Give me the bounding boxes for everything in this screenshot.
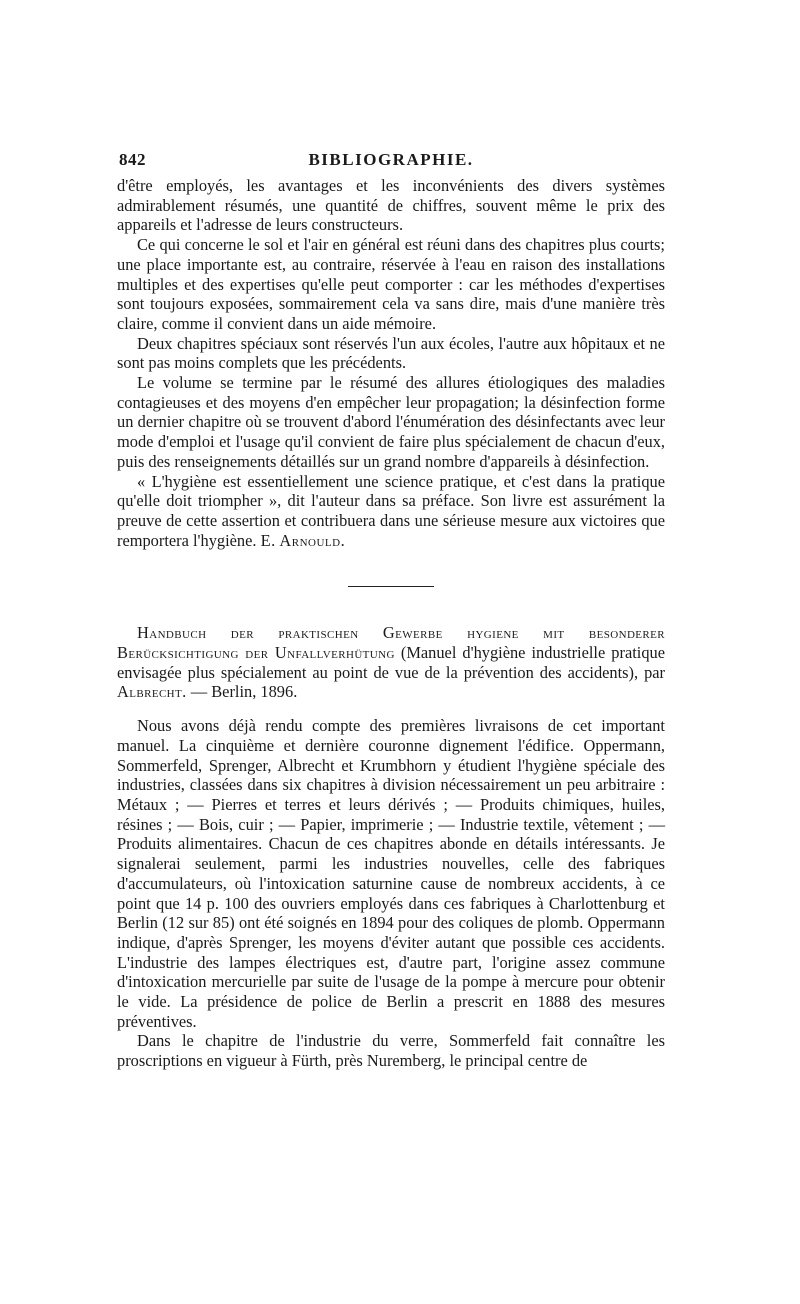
bibliographic-entry-heading (117, 623, 665, 702)
review-paragraph: Ce qui concerne le sol et l'air en général est réuni dans des chapitres plus courts; une place importante est, au contraire, réservée à l'eau en raison des installations multiples et des expertises qu'elle peut comporter : car les méthodes d'expertises sont toujours exposées, sommairement cela va sans dire, mais d'une manière très claire, comme il convient dans un aide mémoire. (117, 235, 665, 333)
book-title: Handbuch der praktischen Gewerbe hygiene mit besonderer Berücksichtigung der Unfallverhütung (117, 623, 665, 663)
book-subtitle: (Manuel d'hygiène industrielle pratique envisagée plus spécialement au point de vue de la prévention des accidents), par (117, 643, 665, 682)
review-paragraph: Le volume se termine par le résumé des allures étiologiques des maladies contagieuses et des moyens d'en empêcher leur propagation; la désinfection forme un dernier chapitre où se trouvent d'abord l'énumération des désinfectants avec leur mode d'emploi et l'usage qu'il convient de faire plus spécialement de chacun d'eux, puis des renseignements détaillés sur un grand nombre d'appareils à désinfection. (117, 373, 665, 471)
review-paragraph: Deux chapitres spéciaux sont réservés l'un aux écoles, l'autre aux hôpitaux et ne sont pas moins complets que les précédents. (117, 333, 665, 373)
review-paragraph: Dans le chapitre de l'industrie du verre, Sommerfeld fait connaître les proscriptions en vigueur à Fürth, près Nuremberg, le principal centre de (117, 1031, 665, 1071)
reviewer-signature: E. Arnould. (260, 530, 346, 550)
running-head (117, 150, 665, 176)
page-number: 842 (119, 150, 146, 169)
review-closing-paragraph (117, 472, 665, 551)
review-closing-text: « L'hygiène est essentiellement une science pratique, et c'est dans la pratique qu'elle doit triompher », dit l'auteur dans sa préface. Son livre est assurément la preuve de cette assertion et contribuera dans une sérieuse mesure aux victoires que remportera l'hygiène. (117, 471, 665, 550)
running-title: BIBLIOGRAPHIE. (308, 150, 474, 169)
section-divider (348, 586, 434, 587)
book-author: Albrecht. (117, 682, 187, 702)
review-paragraph: d'être employés, les avantages et les inconvénients des divers systèmes admirablement résumés, une quantité de chiffres, souvent même le prix des appareils et l'adresse de leurs constructeurs. (117, 176, 665, 235)
book-page (117, 150, 665, 1071)
review-paragraph: Nous avons déjà rendu compte des premières livraisons de cet important manuel. La cinquième et dernière couronne dignement l'édifice. Oppermann, Sommerfeld, Sprenger, Albrecht et Krumbhorn y étudient l'hygiène spéciale des industries, classées dans six chapitres à division nécessairement un peu arbitraire : Métaux ; — Pierres et terres et leurs dérivés ; — Produits chimiques, huiles, résines ; — Bois, cuir ; — Papier, imprimerie ; — Industrie textile, vêtement ; — Produits alimentaires. Chacun de ces chapitres abonde en détails intéressants. Je signalerai seulement, parmi les industries nouvelles, celle des fabriques d'accumulateurs, où l'intoxication saturnine cause de nombreux accidents, à ce point que 14 p. 100 des ouvriers employés dans ces fabriques à Charlottenburg et Berlin (12 sur 85) ont été soignés en 1894 pour des coliques de plomb. Oppermann indique, d'après Sprenger, les moyens d'éviter autant que possible ces accidents. L'industrie des lampes électriques est, d'autre part, l'origine assez commune d'intoxication mercurielle par suite de l'usage de la pompe à mercure pour obtenir le vide. La présidence de police de Berlin a prescrit en 1888 des mesures préventives. (117, 716, 665, 1031)
book-imprint: — Berlin, 1896. (190, 682, 298, 702)
